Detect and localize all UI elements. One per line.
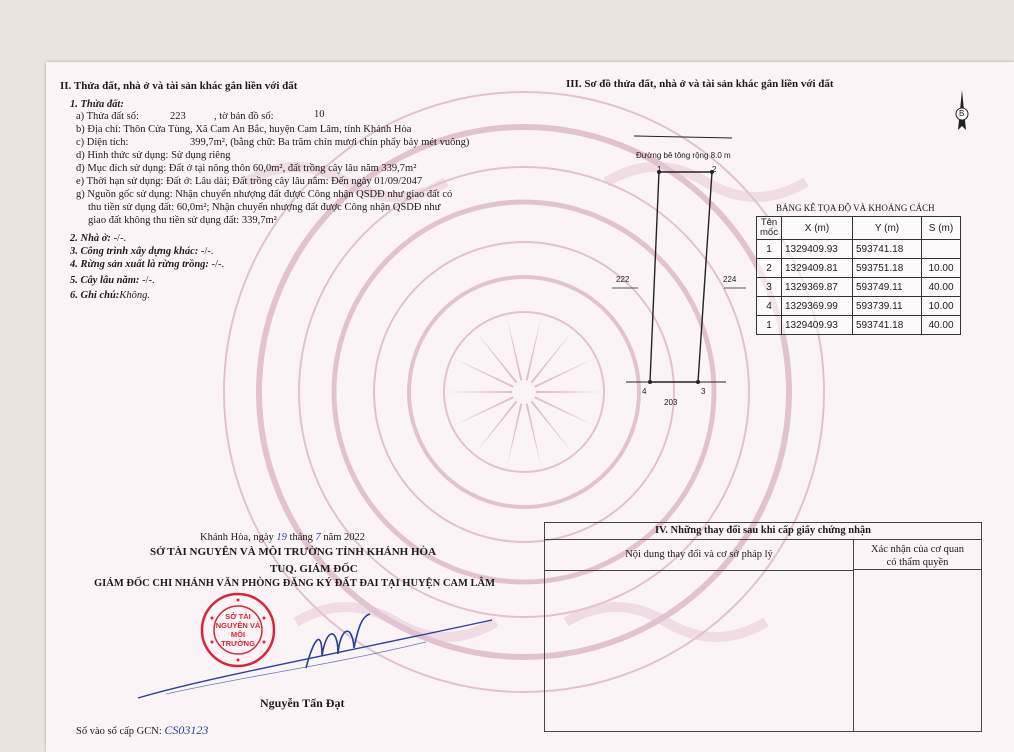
usage-origin-line1: g) Nguồn gốc sử dụng: Nhận chuyển nhượng đất được Công nhận QSDĐ như giao đất có (76, 189, 453, 200)
watermark-ray (531, 401, 573, 453)
changes-box (544, 522, 982, 732)
item5: 5. Cây lâu năm: -/-. (70, 275, 155, 286)
coord-table-title: BẢNG KÊ TỌA ĐỘ VÀ KHOẢNG CÁCH (776, 203, 935, 213)
point-3-label: 3 (701, 387, 706, 396)
map-sheet-number: 10 (314, 109, 325, 120)
neighbor-west-label: 222 (616, 275, 630, 284)
point-1-label: 1 (657, 165, 662, 174)
usage-origin-line2: thu tiền sử dụng đất: 60,0m²; Nhận chuyển nhượng đất được Công nhận QSDĐ như (88, 202, 441, 213)
changes-title: IV. Những thay đổi sau khi cấp giấy chứng nhận (545, 523, 981, 540)
watermark-ray (475, 401, 517, 453)
usage-origin-line3: giao đất không thu tiền sử dụng đất: 339,7m² (88, 215, 277, 226)
parcel-number-label: a) Thửa đất số: (76, 111, 139, 122)
item2: 2. Nhà ở: -/-. (70, 233, 127, 244)
signature-scribble (126, 598, 506, 708)
usage-purpose: đ) Mục đích sử dụng: Đất ở tại nông thôn 60,0m², đất trồng cây lâu năm 339,7m² (76, 163, 417, 174)
tuq-label: TUQ. GIÁM ĐỐC (270, 563, 358, 575)
area-label: c) Diện tích: (76, 137, 129, 148)
usage-form: d) Hình thức sử dụng: Sử dụng riêng (76, 150, 231, 161)
table-row: 2 1329409.81 593751.18 10.00 (757, 259, 961, 278)
table-row: 1 1329409.93 593741.18 (757, 240, 961, 259)
usage-term: e) Thời hạn sử dụng: Đất ở: Lâu dài; Đất trồng cây lâu năm: Đến ngày 01/09/2047 (76, 176, 423, 187)
point-2-label: 2 (712, 165, 717, 174)
watermark-ray (526, 403, 542, 468)
table-row: 4 1329369.99 593739.11 10.00 (757, 297, 961, 316)
address: b) Địa chỉ: Thôn Cửa Tùng, Xã Cam An Bắc, huyện Cam Lâm, tỉnh Khánh Hòa (76, 124, 412, 135)
watermark-ray (454, 358, 514, 388)
changes-col-content: Nội dung thay đổi và cơ sở pháp lý (545, 540, 854, 571)
north-letter: B (959, 109, 965, 118)
watermark-ray (475, 331, 517, 383)
table-row: 3 1329369.87 593749.11 40.00 (757, 278, 961, 297)
item1-title: 1. Thửa đất: (70, 99, 124, 110)
certificate-page (46, 62, 1014, 752)
issuing-authority: SỞ TÀI NGUYÊN VÀ MÔI TRƯỜNG TỈNH KHÁNH HÒA (150, 546, 437, 558)
item4: 4. Rừng sản xuất là rừng trồng: -/-. (70, 259, 225, 270)
section-ii-title: II. Thửa đất, nhà ở và tài sản khác gắn liền với đất (60, 80, 298, 92)
watermark-ray (507, 403, 523, 468)
table-row: 1 1329409.93 593741.18 40.00 (757, 316, 961, 335)
watermark-ray (446, 391, 512, 393)
parcel-outline (650, 172, 712, 382)
col-s: S (m) (922, 217, 961, 240)
gcn-register: Số vào sổ cấp GCN: CS03123 (76, 723, 209, 737)
area-value: 399,7m², (bằng chữ: Ba trăm chín mươi chín phẩy bảy mét vuông) (190, 137, 470, 148)
col-x: X (m) (782, 217, 853, 240)
item3: 3. Công trình xây dựng khác: -/-. (70, 246, 214, 257)
neighbor-south-label: 203 (664, 398, 678, 407)
issue-date: Khánh Hòa, ngày 19 tháng 7 năm 2022 (200, 532, 366, 543)
coordinate-table (756, 216, 961, 335)
watermark-ray (526, 316, 542, 381)
watermark-ray (454, 396, 514, 426)
watermark-ray (507, 316, 523, 381)
item6: 6. Ghi chú:Không. (70, 290, 150, 301)
neighbor-east-label: 224 (723, 275, 737, 284)
road-label: Đường bê tông rộng 8.0 m (636, 151, 731, 160)
coord-header-row (757, 217, 961, 240)
section-iii-title: III. Sơ đồ thửa đất, nhà ở và tài sản khác gắn liền với đất (566, 78, 834, 90)
branch-director-title: GIÁM ĐỐC CHI NHÁNH VĂN PHÒNG ĐĂNG KÝ ĐẤT ĐAI TẠI HUYỆN CAM LÂM (94, 578, 496, 589)
seal-text: SỞ TÀI NGUYÊN VÀ MÔI TRƯỜNG (215, 612, 261, 648)
map-sheet-label: , tờ bản đồ số: (214, 111, 274, 122)
signer-name: Nguyễn Tấn Đạt (260, 696, 345, 710)
north-arrow-icon (952, 90, 972, 154)
changes-col-confirmation: Xác nhận của cơ quan có thẩm quyền (854, 540, 981, 570)
parcel-number: 223 (170, 111, 186, 122)
point-4-label: 4 (642, 387, 647, 396)
watermark-ray (531, 331, 573, 383)
col-point-name: Tên mốc (757, 217, 782, 240)
col-y: Y (m) (853, 217, 922, 240)
changes-divider (853, 571, 854, 731)
